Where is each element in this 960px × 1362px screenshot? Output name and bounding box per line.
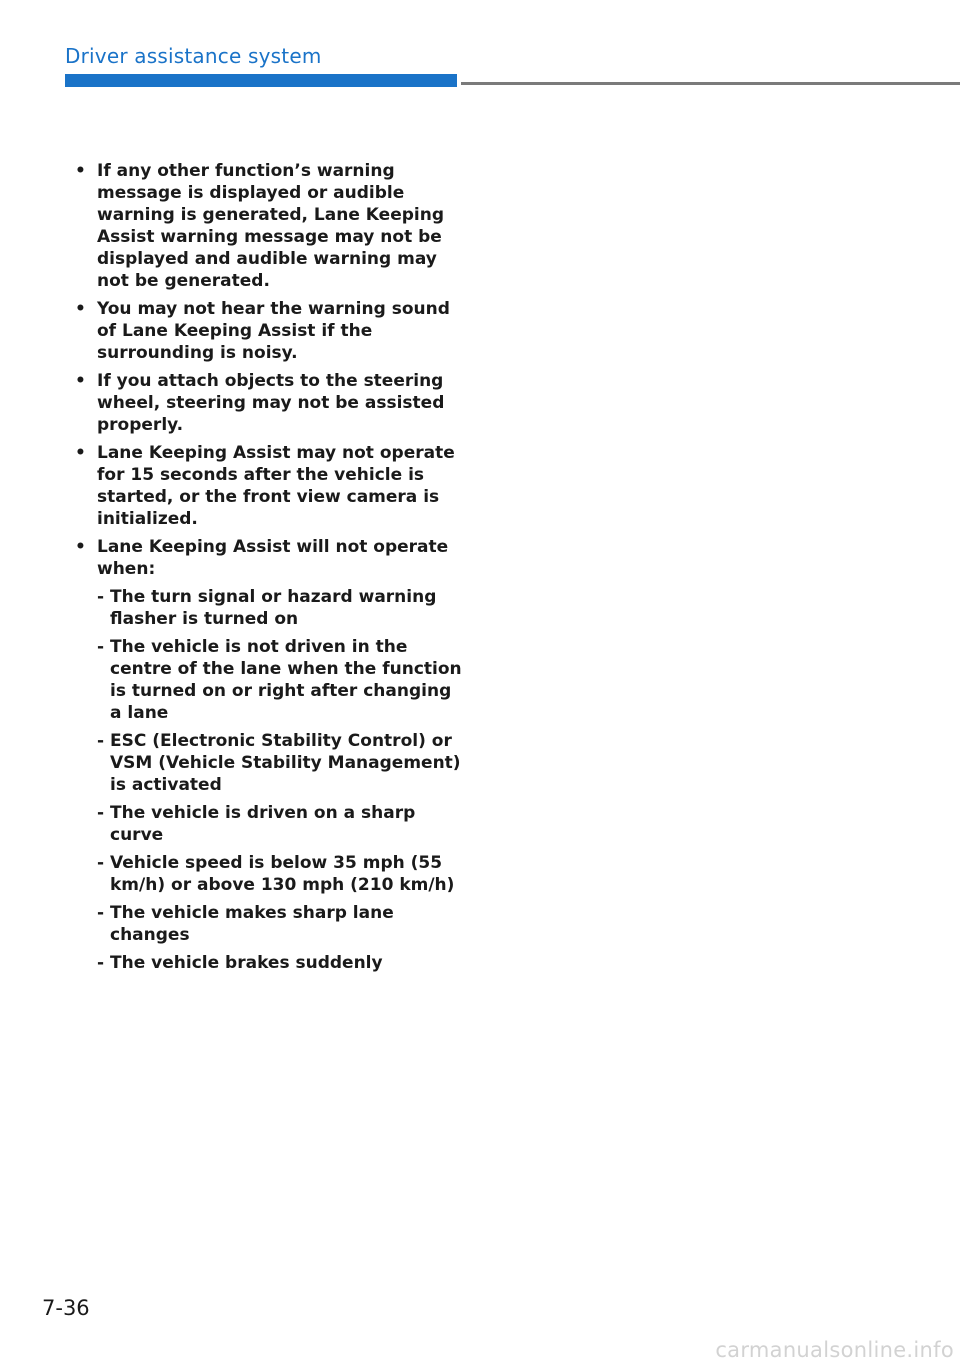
bullet-icon: •: [75, 299, 86, 319]
list-item-text: Lane Keeping Assist may not operate for 15 seconds after the vehicle is started, or the front view camera is initialized.: [97, 443, 455, 529]
bullet-icon: •: [75, 443, 86, 463]
list-item: [73, 442, 463, 530]
sub-list-item: [97, 730, 463, 796]
dash-icon: -: [97, 587, 105, 607]
sub-list-item: [97, 852, 463, 896]
sub-list: [97, 586, 463, 974]
list-item: [73, 536, 463, 974]
sub-list-item: [97, 902, 463, 946]
dash-icon: -: [97, 637, 105, 657]
header-rule-blue: [65, 74, 457, 87]
sub-list-item: [97, 952, 463, 974]
sub-list-item-text: The vehicle is driven on a sharp curve: [110, 803, 416, 845]
sub-list-item-text: ESC (Electronic Stability Control) or VSM (Vehicle Stability Management) is activated: [110, 731, 461, 795]
bullet-icon: •: [75, 537, 86, 557]
list-item-text: Lane Keeping Assist will not operate when:: [97, 537, 449, 579]
sub-list-item-text: The vehicle makes sharp lane changes: [110, 903, 394, 945]
bullet-list: [73, 160, 463, 974]
list-item-text: If any other function’s warning message is displayed or audible warning is generated, Lane Keeping Assist warning message may not be displayed and audible warning may not be generated.: [97, 161, 444, 291]
sub-list-item-text: The vehicle is not driven in the centre of the lane when the function is turned on or right after changing a lane: [110, 637, 462, 723]
bullet-icon: •: [75, 371, 86, 391]
dash-icon: -: [97, 803, 105, 823]
header-rule-gray: [461, 82, 960, 85]
list-item-text: If you attach objects to the steering wheel, steering may not be assisted properly.: [97, 371, 445, 435]
sub-list-item-text: Vehicle speed is below 35 mph (55 km/h) or above 130 mph (210 km/h): [110, 853, 455, 895]
sub-list-item: [97, 586, 463, 630]
bullet-icon: •: [75, 161, 86, 181]
sub-list-item: [97, 636, 463, 724]
sub-list-item-text: The vehicle brakes suddenly: [110, 953, 383, 973]
list-item-text: You may not hear the warning sound of Lane Keeping Assist if the surrounding is noisy.: [97, 299, 450, 363]
section-title: Driver assistance system: [65, 44, 322, 68]
sub-list-item: [97, 802, 463, 846]
caution-content: [73, 160, 463, 980]
dash-icon: -: [97, 903, 105, 923]
page-number: 7-36: [42, 1296, 90, 1320]
dash-icon: -: [97, 731, 105, 751]
dash-icon: -: [97, 953, 105, 973]
dash-icon: -: [97, 853, 105, 873]
watermark: carmanualsonline.info: [715, 1338, 954, 1362]
sub-list-item-text: The turn signal or hazard warning flasher is turned on: [110, 587, 437, 629]
list-item: [73, 160, 463, 292]
list-item: [73, 370, 463, 436]
list-item: [73, 298, 463, 364]
